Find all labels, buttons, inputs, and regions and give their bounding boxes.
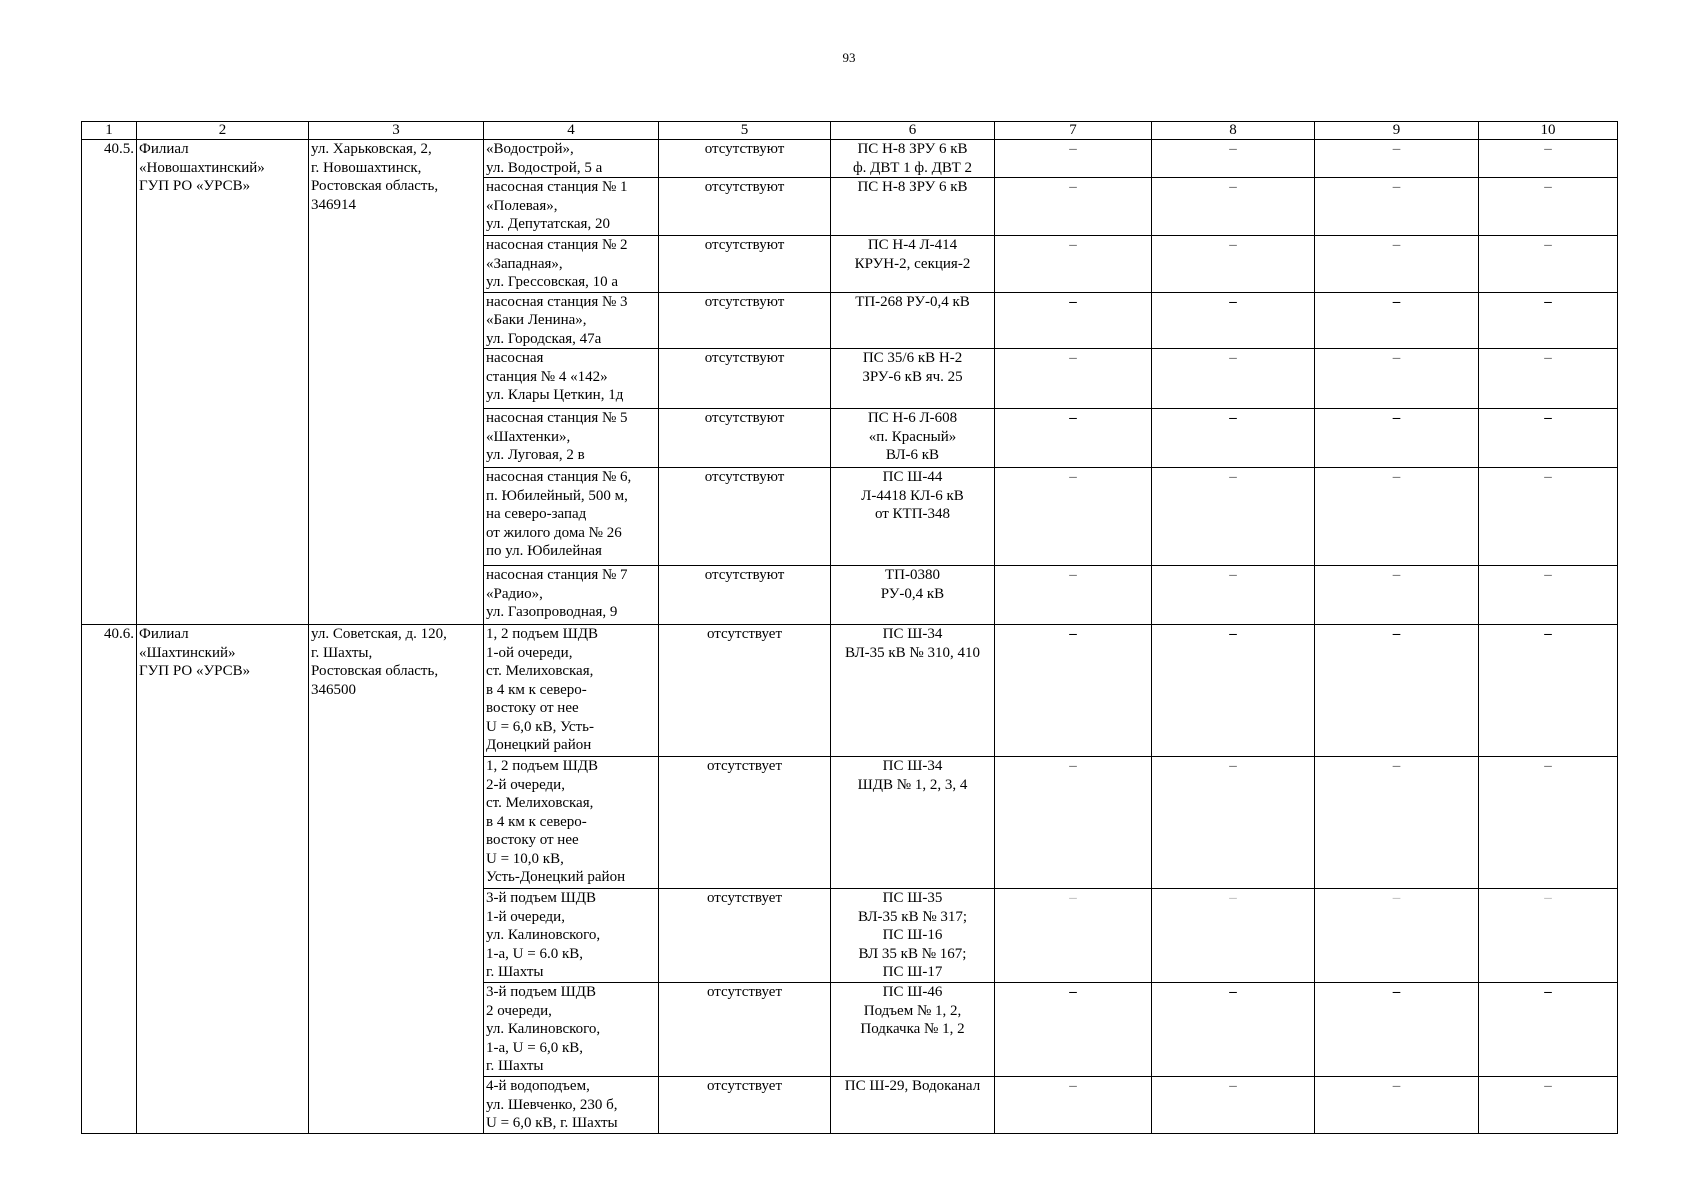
column-header: 5	[659, 122, 831, 140]
status-cell: отсутствуют	[659, 349, 831, 409]
object-cell: насосная станция № 2 «Западная», ул. Грессовская, 10 а	[484, 236, 659, 293]
dash-cell: –	[1152, 236, 1315, 293]
dash-cell: –	[1152, 983, 1315, 1077]
column-header: 10	[1479, 122, 1618, 140]
source-cell: ТП-268 РУ-0,4 кВ	[831, 292, 995, 349]
object-cell: насосная станция № 1 «Полевая», ул. Депутатская, 20	[484, 178, 659, 236]
dash-cell: –	[995, 178, 1152, 236]
dash-cell: –	[1152, 409, 1315, 468]
column-header: 8	[1152, 122, 1315, 140]
dash-cell: –	[1479, 178, 1618, 236]
status-cell: отсутствуют	[659, 409, 831, 468]
object-cell: насосная станция № 4 «142» ул. Клары Цеткин, 1д	[484, 349, 659, 409]
dash-cell: –	[1315, 625, 1479, 757]
source-cell: ПС Ш-34 ШДВ № 1, 2, 3, 4	[831, 757, 995, 889]
dash-cell: –	[1315, 468, 1479, 566]
table-row	[82, 625, 1618, 757]
dash-cell: –	[995, 983, 1152, 1077]
dash-cell: –	[1315, 178, 1479, 236]
header-row	[82, 122, 1618, 140]
dash-cell: –	[995, 140, 1152, 178]
branch-address: ул. Советская, д. 120, г. Шахты, Ростовская область, 346500	[309, 625, 484, 1134]
column-header: 4	[484, 122, 659, 140]
dash-cell: –	[995, 1077, 1152, 1134]
status-cell: отсутствуют	[659, 292, 831, 349]
status-cell: отсутствуют	[659, 236, 831, 293]
dash-cell: –	[1479, 889, 1618, 983]
object-cell: 3-й подъем ШДВ 1-й очереди, ул. Калиновского, 1-а, U = 6.0 кВ, г. Шахты	[484, 889, 659, 983]
dash-cell: –	[1479, 566, 1618, 625]
dash-cell: –	[1479, 468, 1618, 566]
dash-cell: –	[995, 566, 1152, 625]
source-cell: ПС Ш-46 Подъем № 1, 2, Подкачка № 1, 2	[831, 983, 995, 1077]
column-header: 3	[309, 122, 484, 140]
source-cell: ПС Н-8 ЗРУ 6 кВ ф. ДВТ 1 ф. ДВТ 2	[831, 140, 995, 178]
source-cell: ПС Н-6 Л-608 «п. Красный» ВЛ-6 кВ	[831, 409, 995, 468]
dash-cell: –	[1152, 889, 1315, 983]
item-number: 40.5.	[82, 140, 137, 625]
dash-cell: –	[1479, 1077, 1618, 1134]
column-header: 1	[82, 122, 137, 140]
dash-cell: –	[995, 757, 1152, 889]
column-header: 7	[995, 122, 1152, 140]
dash-cell: –	[995, 409, 1152, 468]
column-header: 9	[1315, 122, 1479, 140]
source-cell: ПС Ш-34 ВЛ-35 кВ № 310, 410	[831, 625, 995, 757]
source-cell: ТП-0380 РУ-0,4 кВ	[831, 566, 995, 625]
dash-cell: –	[1152, 566, 1315, 625]
object-cell: насосная станция № 3 «Баки Ленина», ул. Городская, 47а	[484, 292, 659, 349]
dash-cell: –	[995, 236, 1152, 293]
object-cell: 4-й водоподъем, ул. Шевченко, 230 б, U = 6,0 кВ, г. Шахты	[484, 1077, 659, 1134]
table-row	[82, 140, 1618, 178]
dash-cell: –	[1479, 625, 1618, 757]
source-cell: ПС Н-8 ЗРУ 6 кВ	[831, 178, 995, 236]
object-cell: насосная станция № 5 «Шахтенки», ул. Луговая, 2 в	[484, 409, 659, 468]
dash-cell: –	[1479, 292, 1618, 349]
branch-address: ул. Харьковская, 2, г. Новошахтинск, Ростовская область, 346914	[309, 140, 484, 625]
object-cell: 1, 2 подъем ШДВ 1-ой очереди, ст. Мелиховская, в 4 км к северо- востоку от нее U = 6,0 кВ, Усть- Донецкий район	[484, 625, 659, 757]
source-cell: ПС Ш-35 ВЛ-35 кВ № 317; ПС Ш-16 ВЛ 35 кВ № 167; ПС Ш-17	[831, 889, 995, 983]
branch-name: Филиал «Новошахтинский» ГУП РО «УРСВ»	[137, 140, 309, 625]
source-cell: ПС Ш-29, Водоканал	[831, 1077, 995, 1134]
dash-cell: –	[1315, 889, 1479, 983]
page-number: 93	[842, 50, 856, 65]
dash-cell: –	[1152, 757, 1315, 889]
item-number: 40.6.	[82, 625, 137, 1134]
dash-cell: –	[1315, 236, 1479, 293]
dash-cell: –	[995, 889, 1152, 983]
dash-cell: –	[995, 625, 1152, 757]
status-cell: отсутствует	[659, 1077, 831, 1134]
column-header: 6	[831, 122, 995, 140]
status-cell: отсутствуют	[659, 468, 831, 566]
dash-cell: –	[1479, 409, 1618, 468]
source-cell: ПС Ш-44 Л-4418 КЛ-6 кВ от КТП-348	[831, 468, 995, 566]
column-header: 2	[137, 122, 309, 140]
status-cell: отсутствует	[659, 889, 831, 983]
dash-cell: –	[995, 292, 1152, 349]
source-cell: ПС Н-4 Л-414 КРУН-2, секция-2	[831, 236, 995, 293]
dash-cell: –	[1315, 292, 1479, 349]
dash-cell: –	[1479, 236, 1618, 293]
dash-cell: –	[995, 349, 1152, 409]
status-cell: отсутствует	[659, 983, 831, 1077]
status-cell: отсутствует	[659, 625, 831, 757]
object-cell: «Водострой», ул. Водострой, 5 а	[484, 140, 659, 178]
dash-cell: –	[1315, 757, 1479, 889]
status-cell: отсутствует	[659, 757, 831, 889]
source-cell: ПС 35/6 кВ Н-2 ЗРУ-6 кВ яч. 25	[831, 349, 995, 409]
dash-cell: –	[1479, 140, 1618, 178]
object-cell: насосная станция № 7 «Радио», ул. Газопроводная, 9	[484, 566, 659, 625]
dash-cell: –	[1315, 566, 1479, 625]
status-cell: отсутствуют	[659, 140, 831, 178]
dash-cell: –	[1152, 349, 1315, 409]
dash-cell: –	[1152, 1077, 1315, 1134]
status-cell: отсутствуют	[659, 178, 831, 236]
dash-cell: –	[1315, 983, 1479, 1077]
dash-cell: –	[995, 468, 1152, 566]
data-table	[81, 121, 1618, 1134]
dash-cell: –	[1152, 625, 1315, 757]
dash-cell: –	[1479, 349, 1618, 409]
dash-cell: –	[1315, 1077, 1479, 1134]
status-cell: отсутствуют	[659, 566, 831, 625]
dash-cell: –	[1152, 468, 1315, 566]
dash-cell: –	[1152, 140, 1315, 178]
dash-cell: –	[1479, 983, 1618, 1077]
dash-cell: –	[1315, 409, 1479, 468]
dash-cell: –	[1315, 140, 1479, 178]
branch-name: Филиал «Шахтинский» ГУП РО «УРСВ»	[137, 625, 309, 1134]
object-cell: 3-й подъем ШДВ 2 очереди, ул. Калиновского, 1-а, U = 6,0 кВ, г. Шахты	[484, 983, 659, 1077]
dash-cell: –	[1152, 292, 1315, 349]
dash-cell: –	[1315, 349, 1479, 409]
dash-cell: –	[1479, 757, 1618, 889]
object-cell: 1, 2 подъем ШДВ 2-й очереди, ст. Мелиховская, в 4 км к северо- востоку от нее U = 10,0 кВ, Усть-Донецкий район	[484, 757, 659, 889]
object-cell: насосная станция № 6, п. Юбилейный, 500 м, на северо-запад от жилого дома № 26 по ул. Юбилейная	[484, 468, 659, 566]
dash-cell: –	[1152, 178, 1315, 236]
